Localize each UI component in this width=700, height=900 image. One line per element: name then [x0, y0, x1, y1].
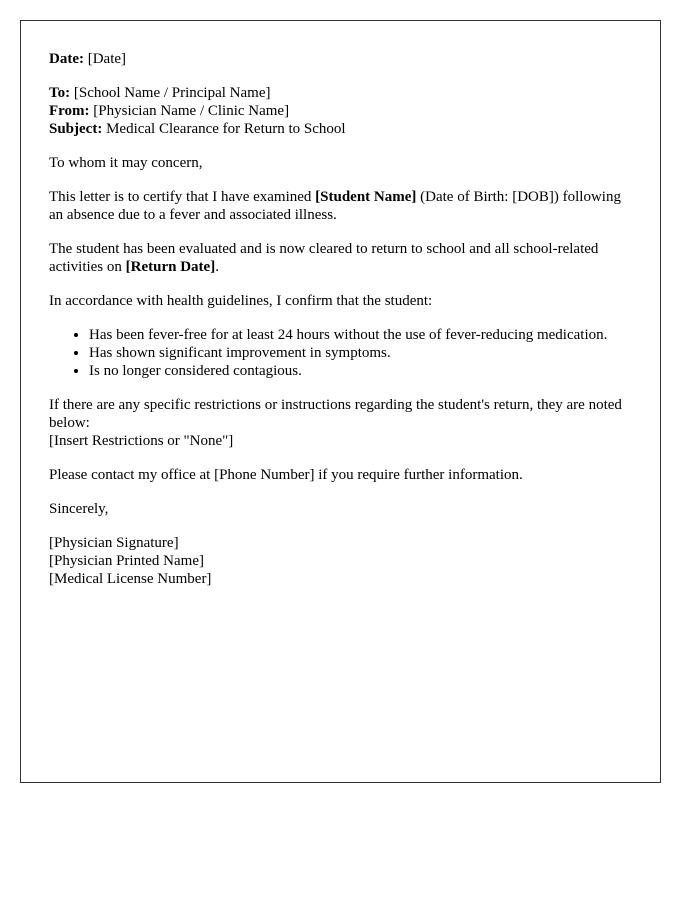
- date-label: Date:: [49, 51, 84, 67]
- physician-printed-name: [Physician Printed Name]: [49, 553, 204, 569]
- student-name: [Student Name]: [315, 189, 417, 205]
- return-date: [Return Date]: [125, 259, 216, 275]
- signature-block: [49, 534, 632, 588]
- subject-label: Subject:: [49, 121, 103, 137]
- subject-value: Medical Clearance for Return to School: [106, 121, 346, 137]
- paragraph-guidelines: In accordance with health guidelines, I confirm that the student:: [49, 293, 433, 309]
- medical-license-number: [Medical License Number]: [49, 571, 212, 587]
- physician-signature: [Physician Signature]: [49, 535, 179, 551]
- paragraph-certify: [49, 188, 632, 224]
- from-value: [Physician Name / Clinic Name]: [93, 103, 290, 119]
- from-label: From:: [49, 103, 90, 119]
- text: The student has been evaluated and is now cleared to return to school and all school-related activities on: [49, 241, 599, 275]
- text: (Date of Birth: [DOB]) following an absence due to a fever and associated illness.: [49, 189, 621, 223]
- to-label: To:: [49, 85, 71, 101]
- restrictions-placeholder: [Insert Restrictions or "None"]: [49, 433, 234, 449]
- to-value: [School Name / Principal Name]: [73, 85, 271, 101]
- address-block: [49, 84, 632, 138]
- text: If there are any specific restrictions or instructions regarding the student's return, they are noted below:: [49, 397, 622, 431]
- paragraph-clearance: [49, 240, 632, 276]
- closing: Sincerely,: [49, 501, 109, 517]
- list-item: • Is no longer considered contagious.: [89, 362, 632, 380]
- list-item: • Has shown significant improvement in symptoms.: [89, 344, 632, 362]
- date-value: [Date]: [87, 51, 127, 67]
- text: .: [215, 259, 219, 275]
- list-item: • Has been fever-free for at least 24 hours without the use of fever-reducing medication.: [89, 326, 632, 344]
- text: This letter is to certify that I have examined: [49, 189, 316, 205]
- confirmation-list: [49, 326, 632, 380]
- paragraph-restrictions: [49, 396, 632, 450]
- paragraph-contact: Please contact my office at [Phone Number] if you require further information.: [49, 467, 523, 483]
- letter-page: [20, 20, 661, 783]
- date-line: [49, 50, 632, 68]
- salutation: To whom it may concern,: [49, 155, 203, 171]
